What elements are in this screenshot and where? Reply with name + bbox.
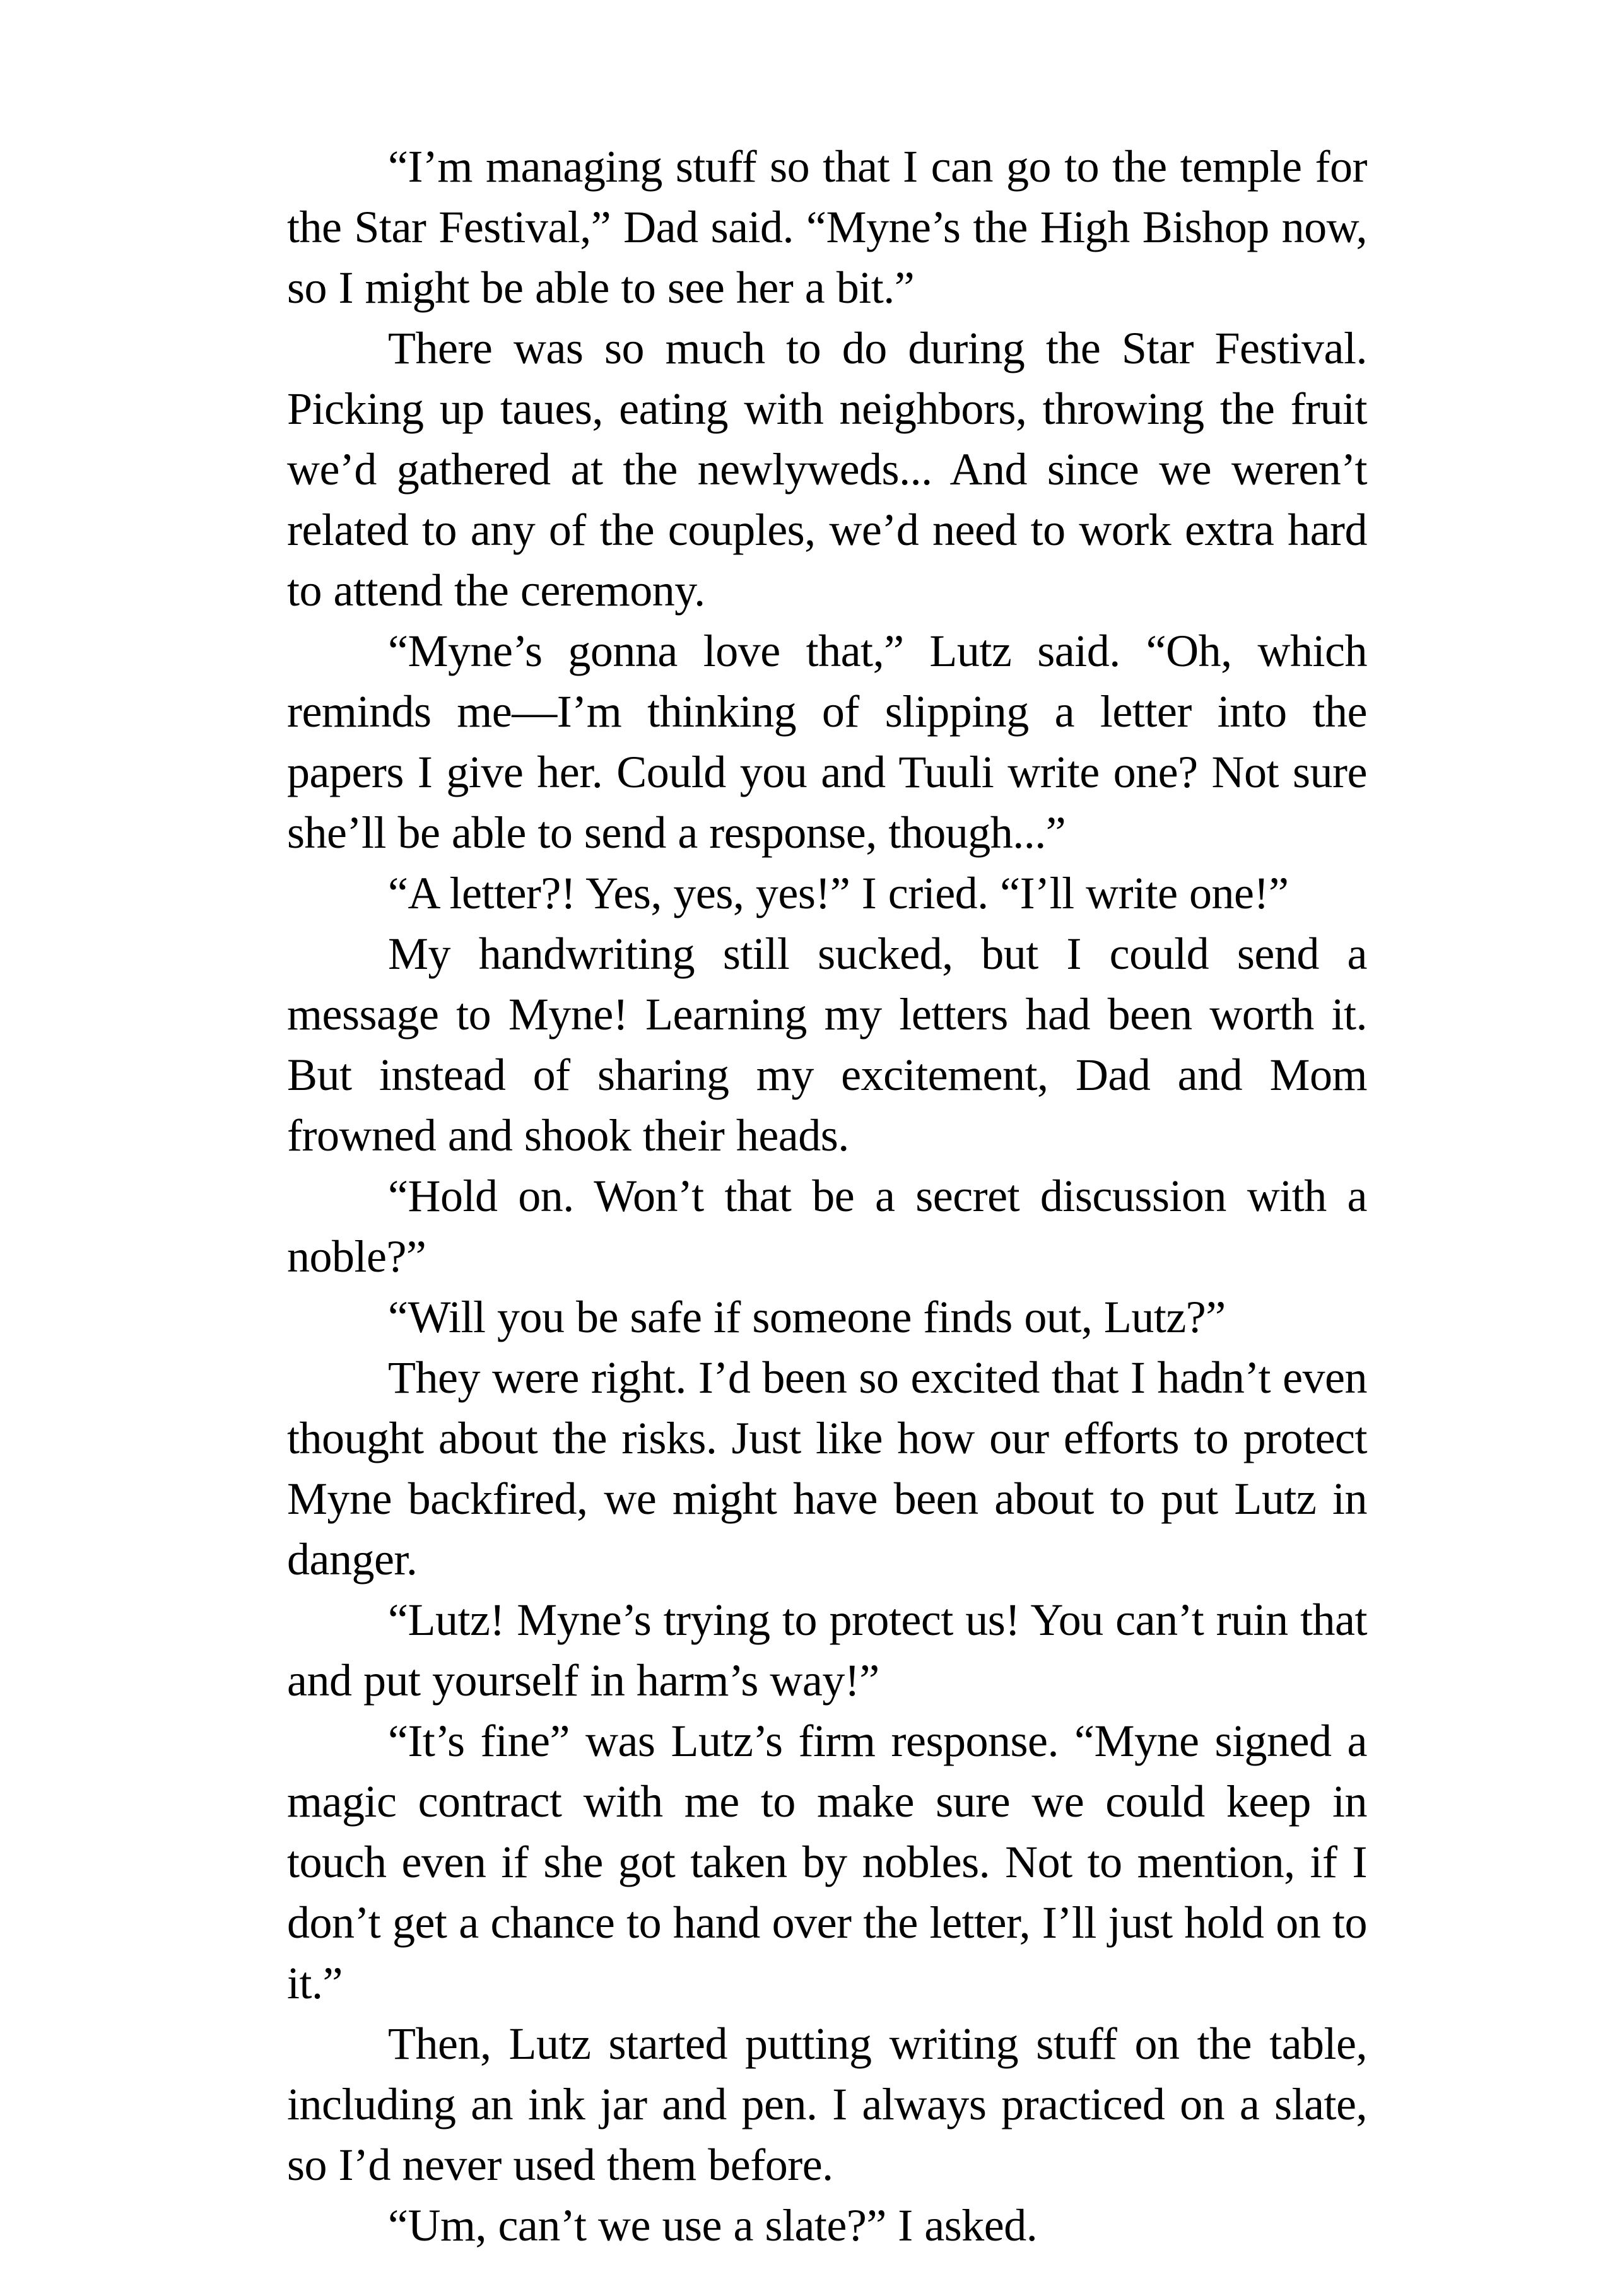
paragraph: My handwriting still sucked, but I could send a message to Myne! Learning my letters had been worth it. But instead of sharing my excitement, Dad and Mom frowned and shook their heads. [287,928,1367,1161]
paragraph: “A letter?! Yes, yes, yes!” I cried. “I’ll write one!” [388,868,1289,918]
paragraph: “Lutz! Myne’s trying to protect us! You can’t ruin that and put yourself in harm’s way!” [287,1595,1367,1706]
paragraph: “Will you be safe if someone finds out, Lutz?” [388,1292,1226,1342]
paragraph: “Hold on. Won’t that be a secret discussion with a noble?” [287,1171,1367,1282]
paragraph: “Um, can’t we use a slate?” I asked. [388,2200,1038,2251]
page-text-column [287,136,1367,2256]
paragraph: “It’s fine” was Lutz’s firm response. “Myne signed a magic contract with me to make sure we could keep in touch even if she got taken by nobles. Not to mention, if I don’t get a chance to hand over the letter, I’ll just hold on to it.” [287,1716,1367,2008]
paragraph: They were right. I’d been so excited that I hadn’t even thought about the risks. Just like how our efforts to protect Myne backfired, we might have been about to put Lutz in danger. [287,1352,1367,1584]
paragraph: There was so much to do during the Star Festival. Picking up taues, eating with neighbors, throwing the fruit we’d gathered at the newlyweds... And since we weren’t related to any of the couples, we’d need to work extra hard to attend the ceremony. [287,323,1367,616]
paragraph: Then, Lutz started putting writing stuff on the table, including an ink jar and pen. I always practiced on a slate, so I’d never used them before. [287,2018,1367,2190]
paragraph: “Myne’s gonna love that,” Lutz said. “Oh, which reminds me—I’m thinking of slipping a letter into the papers I give her. Could you and Tuuli write one? Not sure she’ll be able to send a response, though...” [287,626,1367,858]
paragraph: “I’m managing stuff so that I can go to the temple for the Star Festival,” Dad said. “Myne’s the High Bishop now, so I might be able to see her a bit.” [287,141,1367,313]
